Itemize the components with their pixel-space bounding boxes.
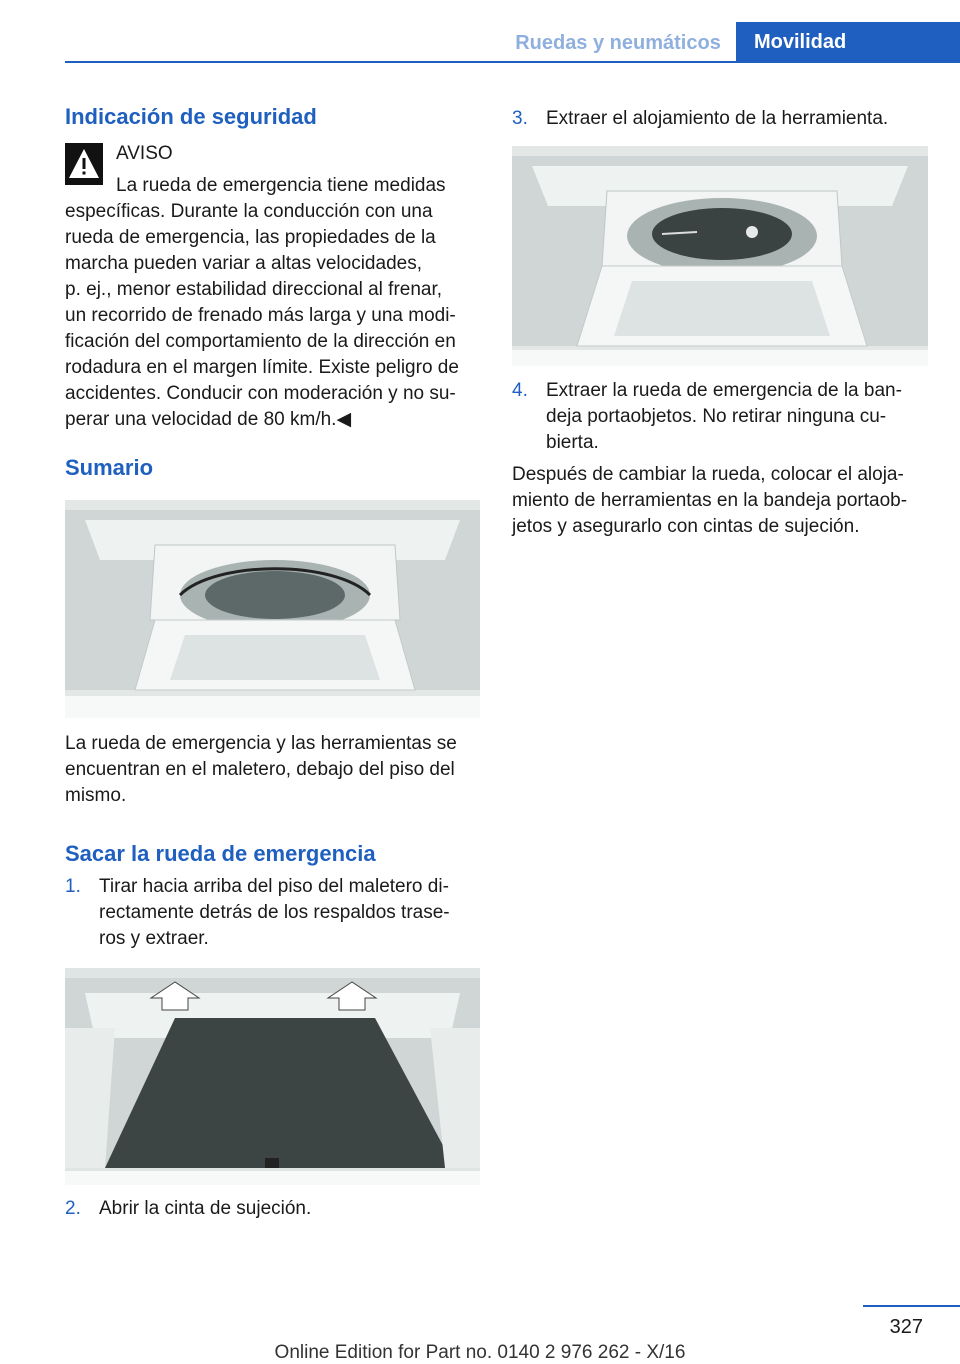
footer-rule — [863, 1305, 960, 1307]
step1-text-line: rectamente detrás de los respaldos trase‐ — [99, 902, 450, 923]
step4-text-line: deja portaobjetos. No retirar ninguna cu‐ — [546, 406, 887, 427]
header-rule — [65, 61, 960, 63]
warning-text-line: p. ej., menor estabilidad direccional al frenar, — [65, 279, 443, 300]
summary-text-line: La rueda de emergencia y las herramientas se — [65, 733, 457, 754]
warning-icon — [65, 143, 103, 185]
warning-text-line: perar una velocidad de 80 km/h.◀ — [65, 409, 352, 430]
step4-text-line: Extraer la rueda de emergencia de la ban‐ — [546, 380, 902, 401]
trunk-floor-lift-illustration — [65, 968, 480, 1185]
step4-number: 4. — [512, 380, 528, 401]
warning-text-line: rodadura en el margen límite. Existe peligro de — [65, 357, 459, 378]
warning-text-line: La rueda de emergencia tiene medidas — [116, 175, 446, 196]
heading-safety: Indicación de seguridad — [65, 104, 317, 129]
step2-text: Abrir la cinta de sujeción. — [99, 1198, 312, 1219]
step3-number: 3. — [512, 108, 528, 129]
page-number: 327 — [889, 1316, 923, 1338]
warning-text-line: marcha pueden variar a altas velocidades, — [65, 253, 422, 274]
after-change-text-line: jetos y asegurarlo con cintas de sujeción. — [512, 516, 860, 537]
summary-text-line: mismo. — [65, 785, 127, 806]
tool-holder-illustration — [512, 146, 928, 366]
after-change-text-line: Después de cambiar la rueda, colocar el aloja‐ — [512, 464, 904, 485]
warning-text-line: ficación del comportamiento de la dirección en — [65, 331, 456, 352]
trunk-spare-wheel-illustration — [65, 500, 480, 718]
step2-number: 2. — [65, 1198, 81, 1219]
step3-text: Extraer el alojamiento de la herramienta. — [546, 108, 889, 129]
step1-text-line: Tirar hacia arriba del piso del maletero di‐ — [99, 876, 449, 897]
heading-remove: Sacar la rueda de emergencia — [65, 841, 376, 866]
warning-text-line: rueda de emergencia, las propiedades de la — [65, 227, 436, 248]
header-chapter-tab: Movilidad — [736, 22, 960, 62]
footer-edition: Online Edition for Part no. 0140 2 976 262 - X/16 — [274, 1342, 686, 1363]
step1-text-line: ros y extraer. — [99, 928, 209, 949]
step4-text-line: bierta. — [546, 432, 599, 453]
warning-text-line: un recorrido de frenado más larga y una modi‐ — [65, 305, 456, 326]
header-section-tab: Ruedas y neumáticos — [515, 32, 721, 54]
summary-text-line: encuentran en el maletero, debajo del piso del — [65, 759, 455, 780]
after-change-text-line: miento de herramientas en la bandeja portaob‐ — [512, 490, 908, 511]
warning-text-line: específicas. Durante la conducción con una — [65, 201, 433, 222]
step1-number: 1. — [65, 876, 81, 897]
warning-label: AVISO — [116, 143, 173, 164]
warning-text-line: accidentes. Conducir con moderación y no su‐ — [65, 383, 456, 404]
heading-summary: Sumario — [65, 455, 154, 480]
